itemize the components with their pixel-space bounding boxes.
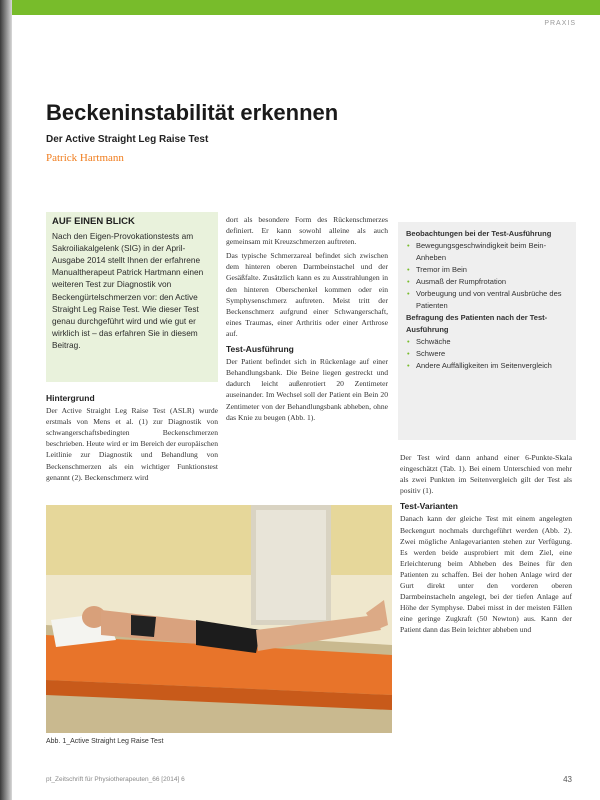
heading-test-ausfuehrung: Test-Ausführung <box>226 344 294 355</box>
section-label: PRAXIS <box>544 20 576 27</box>
text-middle-3: Der Patient befindet sich in Rückenlage auf einer Behandlungsbank. Die Beine liegen gestreckt und dadurch leicht außenrotiert 20 Zentimeter auseinander. Im Wechsel soll der Patient ein Bein 20 Zentimeter von der Behandlungsbank abheben, ohne das Knie zu beugen (Abb. 1). <box>226 357 388 422</box>
questions-list <box>406 336 568 372</box>
patient-photo-illustration <box>46 505 392 733</box>
column-left <box>46 388 218 486</box>
at-a-glance-heading: AUF EINEN BLICK <box>52 216 135 227</box>
at-a-glance-text: Nach den Eigen-Provokationstests am Sakroiliakalgelenk (SIG) in der April-Ausgabe 2014 stellt Ihnen der erfahrene Manualtherapeut Patrick Hartmann einen weiteren Test zur Diagnostik von Beckengürtelschmerzen vor: den Active Straight Leg Raise Test. Wie dieser Test genau durchgeführt wird und wie gut er wirklich ist – das erfahren Sie in diesem Beitrag. <box>52 231 204 350</box>
infobox-heading-questions: Befragung des Patienten nach der Test-Ausführung <box>406 313 548 334</box>
text-right-2: Danach kann der gleiche Test mit einem angelegten Beckengurt nochmals durchgeführt werden (Abb. 2). Zwei mögliche Anlagevarianten stehen zur Verfügung. Es werden beide ausprobiert mit dem Ziel, eine Erleichterung beim Abheben des Beines für den Patienten zu schaffen. Bei der hohen Anlage wird der Gurt direkt unter den vorderen oberen Darmbeinstacheln angelegt, bei der tiefen Anlage auf Höhe der Symphyse. Dabei misst in der meisten Fällen eine geringe Zugkraft (50 Newton) aus. Kann der Patient dann das Bein leichter abheben und <box>400 514 572 635</box>
list-item: • Schwere <box>416 348 568 360</box>
infobox-heading-observations: Beobachtungen bei der Test-Ausführung <box>406 229 552 238</box>
column-middle <box>226 214 388 426</box>
list-item: • Vorbeugung und von ventral Ausbrüche des Patienten <box>416 288 568 312</box>
figure-photo <box>46 505 392 733</box>
text-right-1: Der Test wird dann anhand einer 6-Punkte-Skala eingeschätzt (Tab. 1). Bei einem Unterschied von mehr als zwei Punkten im Seitenvergleich gilt der Test als positiv (1). <box>400 453 572 496</box>
column-right <box>400 452 572 639</box>
page-number: 43 <box>563 775 572 784</box>
figure-caption: Abb. 1_Active Straight Leg Raise Test <box>46 738 164 745</box>
journal-footer: pt_Zeitschrift für Physiotherapeuten_66 [2014] 6 <box>46 776 185 783</box>
list-item: • Ausmaß der Rumpfrotation <box>416 276 568 288</box>
at-a-glance-box <box>46 212 218 382</box>
list-item: • Bewegungsgeschwindigkeit beim Bein-Anheben <box>416 240 568 264</box>
text-middle-1: dort als besondere Form des Rückenschmerzes definiert. Er kann sowohl alleine als auch gemeinsam mit Kreuzschmerzen auftreten. <box>226 215 388 247</box>
article-subtitle: Der Active Straight Leg Raise Test <box>46 134 209 145</box>
list-item: • Andere Auffälligkeiten im Seitenvergleich <box>416 360 568 372</box>
article-title: Beckeninstabilität erkennen <box>46 100 339 125</box>
author-name: Patrick Hartmann <box>46 152 124 164</box>
observation-info-box <box>398 222 576 440</box>
text-middle-2: Das typische Schmerzareal befindet sich zwischen dem hinteren oberen Darmbeinstachel und der Gesäßfalte. Zusätzlich kann es zu Ausstrahlungen in den hinteren Oberschenkel kommen oder ein Symphysenschmerz auftreten. Meist tritt der Beckenschmerz aufgrund einer Schwangerschaft, eines Traumas, einer Arthritis oder einer Arthrose auf. <box>226 251 388 338</box>
observations-list <box>406 240 568 312</box>
heading-hintergrund: Hintergrund <box>46 393 95 403</box>
page-spine-shadow <box>0 0 12 800</box>
list-item: • Schwäche <box>416 336 568 348</box>
list-item: • Tremor im Bein <box>416 264 568 276</box>
header-accent-bar <box>12 0 600 15</box>
heading-test-varianten: Test-Varianten <box>400 501 458 512</box>
text-hintergrund: Der Active Straight Leg Raise Test (ASLR) wurde erstmals von Mens et al. (1) zur Diagnostik von schwangerschaftsbedingten Beckenschmerzen beschrieben. Heute wird er im Bereich der europäischen Leitlinie zur Diagnostik und Behandlung von Beckenschmerzen als ein wichtiger Funktionstest genannt (2). Beckenschmerz wird <box>46 406 218 482</box>
